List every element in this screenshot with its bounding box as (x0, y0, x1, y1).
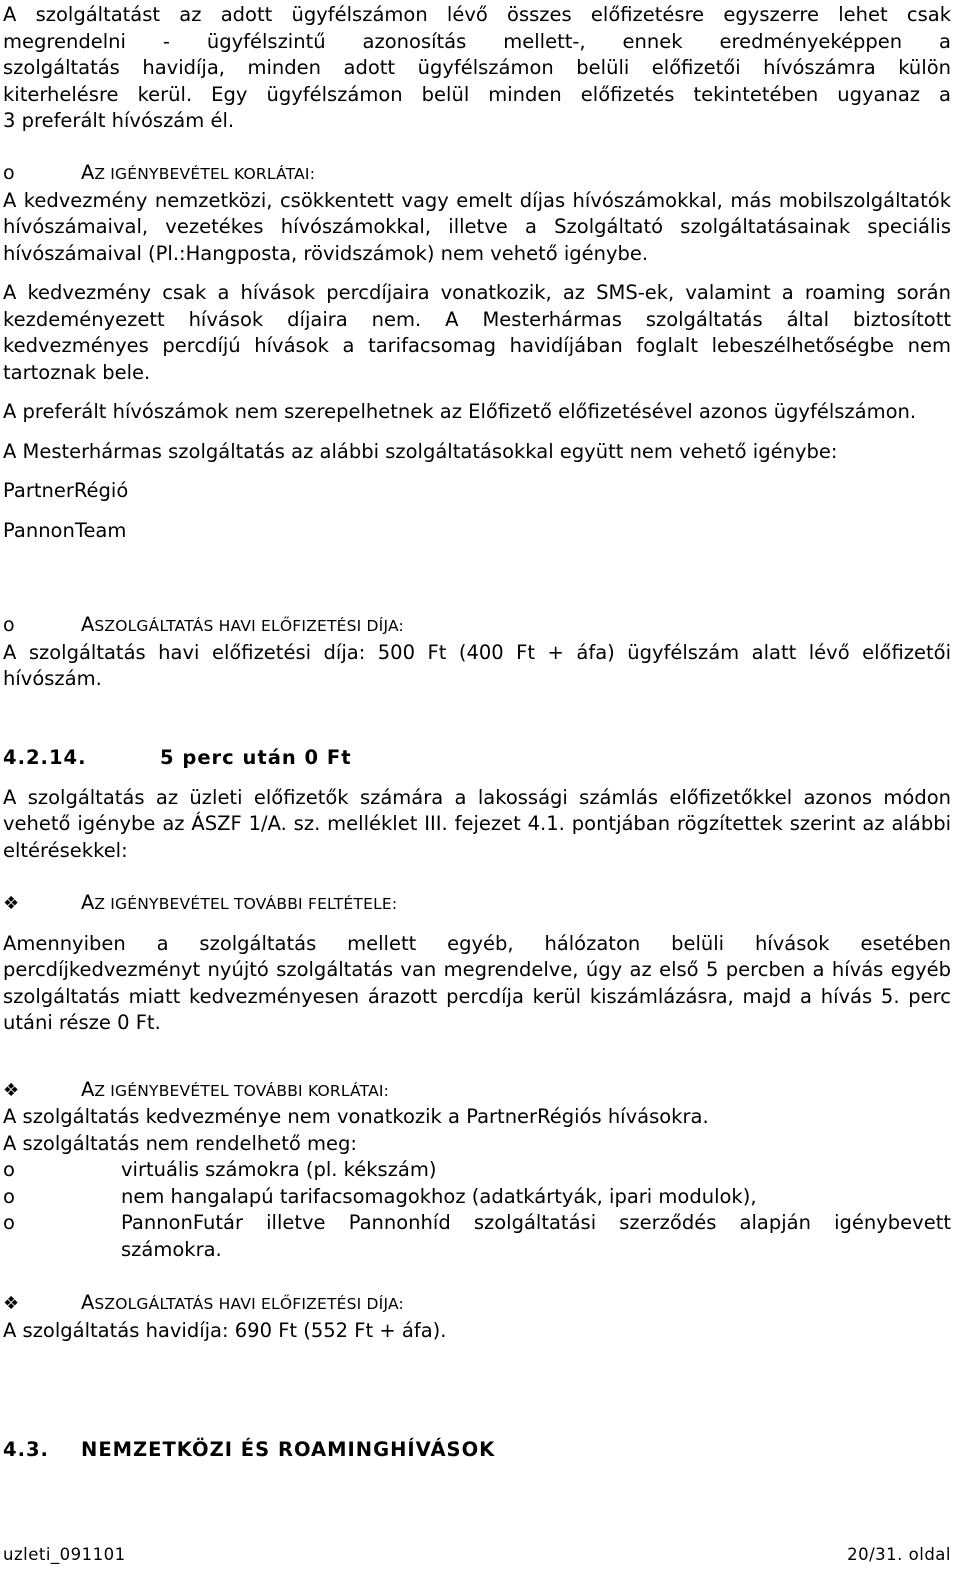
heading-initial: A (81, 613, 95, 636)
page-number: 20/31. oldal (847, 1545, 951, 1564)
heading-initial: A (81, 1077, 95, 1101)
limitation-paragraph: A szolgáltatás nem rendelhető meg: (3, 1131, 357, 1155)
section-number: 4.2.14. (3, 746, 87, 769)
intro-line: szolgáltatás havidíja, minden adott ügyfélszámon belüli előfizetői hívószámra külön (3, 56, 951, 79)
intro-line: megrendelni - ügyfélszintű azonosítás mellett-, ennek eredményeképpen a (3, 29, 951, 53)
limits-paragraph: A preferált hívószámok nem szerepelhetnek az Előfizető előfizetésével azonos ügyfélszámon. (3, 400, 917, 423)
heading-text: SZOLGÁLTATÁS HAVI ELŐFIZETÉSI DÍJA: (94, 1295, 404, 1313)
intro-line: A szolgáltatást az adott ügyfélszámon lévő összes előfizetésre egyszerre lehet csak (3, 3, 951, 26)
list-marker: o (3, 614, 15, 636)
section-heading (3, 1437, 951, 1464)
list-item-text: nem hangalapú tarifacsomagokhoz (adatkártyák, ipari modulok), (121, 1184, 757, 1208)
section-number: 4.3. (3, 1438, 49, 1461)
heading-text: SZOLGÁLTATÁS HAVI ELŐFIZETÉSI DÍJA: (94, 617, 404, 635)
list-item (3, 1157, 951, 1184)
limitation-list (3, 1157, 951, 1263)
limits-paragraph: A kedvezmény nemzetközi, csökkentett vagy emelt díjas hívószámokkal, más mobilszolgáltatók hívószámaival, vezetékes hívószámokkal, illetve a Szolgáltató szolgáltatásainak speciális hívószámaival (Pl.:Hangposta, rövidszámok) nem vehető igénybe. (3, 188, 951, 265)
section-title: 5 perc után 0 Ft (160, 746, 352, 769)
list-item-text: virtuális számokra (pl. kékszám) (121, 1158, 437, 1181)
intro-line: kiterhelésre kerül. Egy ügyfélszámon belül minden előfizetés tekintetében ugyanaz a (3, 82, 951, 106)
list-marker: o (3, 1184, 15, 1208)
fee-paragraph: A szolgáltatás havi előfizetési díja: 500 Ft (400 Ft + áfa) ügyfélszám alatt lévő előfizetői hívószám. (3, 640, 951, 690)
limits-paragraph: A Mesterhármas szolgáltatás az alábbi szolgáltatásokkal együtt nem vehető igénybe: (3, 439, 838, 463)
section-4-3 (3, 1437, 951, 1464)
limits-section (3, 160, 951, 544)
excluded-service: PannonTeam (3, 518, 127, 542)
intro-paragraph (3, 2, 951, 135)
limits-heading (3, 160, 951, 188)
list-marker: o (3, 1158, 15, 1181)
section-heading (3, 745, 951, 772)
intro-line: 3 preferált hívószám él. (3, 109, 235, 132)
fee-heading (3, 612, 951, 640)
limitation-heading (3, 1077, 951, 1105)
section-intro: A szolgáltatás az üzleti előfizetők számára a lakossági számlás előfizetőkkel azonos módon vehető igénybe az ÁSZF 1/A. sz. melléklet III. fejezet 4.1. pontjában rögzítettek szerint az alábbi eltérésekkel: (3, 785, 951, 862)
heading-text: Z IGÉNYBEVÉTEL TOVÁBBI FELTÉTELE: (94, 895, 398, 913)
excluded-service: PartnerRégió (3, 479, 129, 502)
document-id: uzleti_091101 (3, 1545, 126, 1564)
condition-paragraph: Amennyiben a szolgáltatás mellett egyéb, hálózaton belüli hívások esetében percdíjkedvezményt nyújtó szolgáltatás van megrendelve, úgy az első 5 percben a hívás egyéb szolgáltatás miatt kedvezményesen árazott percdíja kerül kiszámlázásra, majd a hívás 5. perc utáni része 0 Ft. (3, 931, 951, 1034)
page-footer (3, 1545, 951, 1564)
diamond-bullet-icon: ❖ (3, 1079, 20, 1101)
heading-initial: A (81, 161, 95, 184)
condition-heading (3, 890, 951, 918)
fee-section (3, 612, 951, 693)
section-title: NEMZETKÖZI ÉS ROAMINGHÍVÁSOK (81, 1438, 496, 1461)
list-item (3, 1184, 951, 1211)
heading-text: Z IGÉNYBEVÉTEL TOVÁBBI KORLÁTAI: (94, 1081, 390, 1100)
fee-paragraph: A szolgáltatás havidíja: 690 Ft (552 Ft + áfa). (3, 1318, 447, 1342)
list-item-text: PannonFutár illetve Pannonhíd szolgáltatási szerződés alapján igénybevett számokra. (121, 1211, 951, 1261)
heading-text: Z IGÉNYBEVÉTEL KORLÁTAI: (94, 165, 316, 183)
heading-initial: A (81, 1291, 95, 1314)
diamond-bullet-icon: ❖ (3, 1293, 20, 1314)
limits-paragraph: A kedvezmény csak a hívások percdíjaira vonatkozik, az SMS-ek, valamint a roaming során kezdeményezett hívások díjaira nem. A Mesterhármas szolgáltatás által biztosított kedvezményes percdíjú hívások a tarifacsomag havidíjában foglalt lebeszélhetőségbe nem tartoznak bele. (3, 281, 951, 384)
list-marker: o (3, 162, 15, 184)
heading-initial: A (81, 891, 95, 914)
diamond-bullet-icon: ❖ (3, 893, 20, 914)
list-marker: o (3, 1211, 15, 1234)
list-item (3, 1210, 951, 1263)
limitation-paragraph: A szolgáltatás kedvezménye nem vonatkozik a PartnerRégiós hívásokra. (3, 1105, 709, 1128)
fee-heading (3, 1290, 951, 1318)
section-4-2-14 (3, 745, 951, 1344)
